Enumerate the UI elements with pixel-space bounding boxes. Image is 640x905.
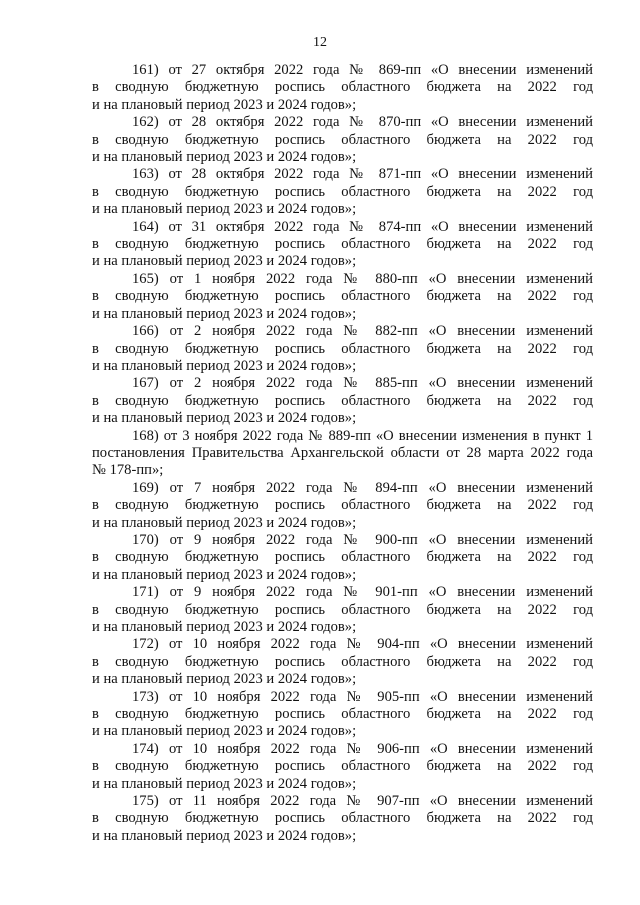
list-item [92,114,593,166]
list-item-line: 162) от 28 октября 2022 года № 870-пп «О внесении изменений [132,114,593,131]
list-item-line: 164) от 31 октября 2022 года № 874-пп «О внесении изменений [132,218,593,235]
list-item-line: и на плановый период 2023 и 2024 годов»; [92,410,357,427]
list-item-line: в сводную бюджетную роспись областного бюджета на 2022 год [92,810,593,827]
list-item [92,271,593,323]
list-item [92,219,593,271]
list-item-line: в сводную бюджетную роспись областного бюджета на 2022 год [92,601,593,618]
list-item-line: 167) от 2 ноября 2022 года № 885-пп «О внесении изменений [132,375,593,392]
list-item-line: 166) от 2 ноября 2022 года № 882-пп «О внесении изменений [132,323,593,340]
list-item-line: и на плановый период 2023 и 2024 годов»; [92,827,357,844]
list-item-line: 173) от 10 ноября 2022 года № 905-пп «О внесении изменений [132,688,593,705]
list-item-line: в сводную бюджетную роспись областного бюджета на 2022 год [92,392,593,409]
list-item [92,62,593,114]
list-item-line: 169) от 7 ноября 2022 года № 894-пп «О внесении изменений [132,479,593,496]
list-item-line: и на плановый период 2023 и 2024 годов»; [92,357,357,374]
list-item [92,636,593,688]
list-item-line: в сводную бюджетную роспись областного бюджета на 2022 год [92,131,593,148]
list-item-line: 172) от 10 ноября 2022 года № 904-пп «О внесении изменений [132,636,593,653]
list-item-line: в сводную бюджетную роспись областного бюджета на 2022 год [92,549,593,566]
list-item [92,793,593,845]
list-item-line: в сводную бюджетную роспись областного бюджета на 2022 год [92,706,593,723]
list-item-line: в сводную бюджетную роспись областного бюджета на 2022 год [92,497,593,514]
list-item-line: 163) от 28 октября 2022 года № 871-пп «О внесении изменений [132,166,593,183]
list-item-line: в сводную бюджетную роспись областного бюджета на 2022 год [92,236,593,253]
list-item-line: и на плановый период 2023 и 2024 годов»; [92,149,357,166]
list-item-line: в сводную бюджетную роспись областного бюджета на 2022 год [92,758,593,775]
list-item-line: и на плановый период 2023 и 2024 годов»; [92,96,357,113]
list-item [92,480,593,532]
list-item-line: в сводную бюджетную роспись областного бюджета на 2022 год [92,340,593,357]
list-item [92,166,593,218]
list-item-line: и на плановый период 2023 и 2024 годов»; [92,619,357,635]
list-item-line: и на плановый период 2023 и 2024 годов»; [92,514,357,531]
list-item-line: и на плановый период 2023 и 2024 годов»; [92,566,357,583]
list-item-line: в сводную бюджетную роспись областного бюджета на 2022 год [92,288,593,305]
list-item-line: 165) от 1 ноября 2022 года № 880-пп «О внесении изменений [132,270,593,287]
list-item [92,375,593,427]
list-item-line: и на плановый период 2023 и 2024 годов»; [92,201,357,218]
list-item [92,689,593,741]
list-item-line: и на плановый период 2023 и 2024 годов»; [92,775,357,792]
list-item-line: и на плановый период 2023 и 2024 годов»; [92,671,357,688]
list-item-line: 161) от 27 октября 2022 года № 869-пп «О внесении изменений [132,62,593,78]
list-item [92,323,593,375]
list-item [92,584,593,636]
page-number: 12 [313,35,327,50]
list-item-line: в сводную бюджетную роспись областного бюджета на 2022 год [92,79,593,96]
list-item [92,741,593,793]
list-item-line: в сводную бюджетную роспись областного бюджета на 2022 год [92,653,593,670]
list-item-line: № 178-пп»; [92,462,164,479]
list-item-line: 168) от 3 ноября 2022 года № 889-пп «О внесении изменения в пункт 1 [132,427,593,444]
list-item-line: 174) от 10 ноября 2022 года № 906-пп «О внесении изменений [132,740,593,757]
list-item-line: 170) от 9 ноября 2022 года № 900-пп «О внесении изменений [132,531,593,548]
list-item-line: постановления Правительства Архангельской области от 28 марта 2022 года [92,444,593,461]
list-item-line: 175) от 11 ноября 2022 года № 907-пп «О внесении изменений [132,793,593,810]
list-item [92,428,593,480]
list-item-line: и на плановый период 2023 и 2024 годов»; [92,253,357,270]
list-item-line: 171) от 9 ноября 2022 года № 901-пп «О внесении изменений [132,584,593,601]
list-item-line: и на плановый период 2023 и 2024 годов»; [92,723,357,740]
document-body [92,62,593,845]
list-item [92,532,593,584]
list-item-line: в сводную бюджетную роспись областного бюджета на 2022 год [92,183,593,200]
list-item-line: и на плановый период 2023 и 2024 годов»; [92,305,357,322]
